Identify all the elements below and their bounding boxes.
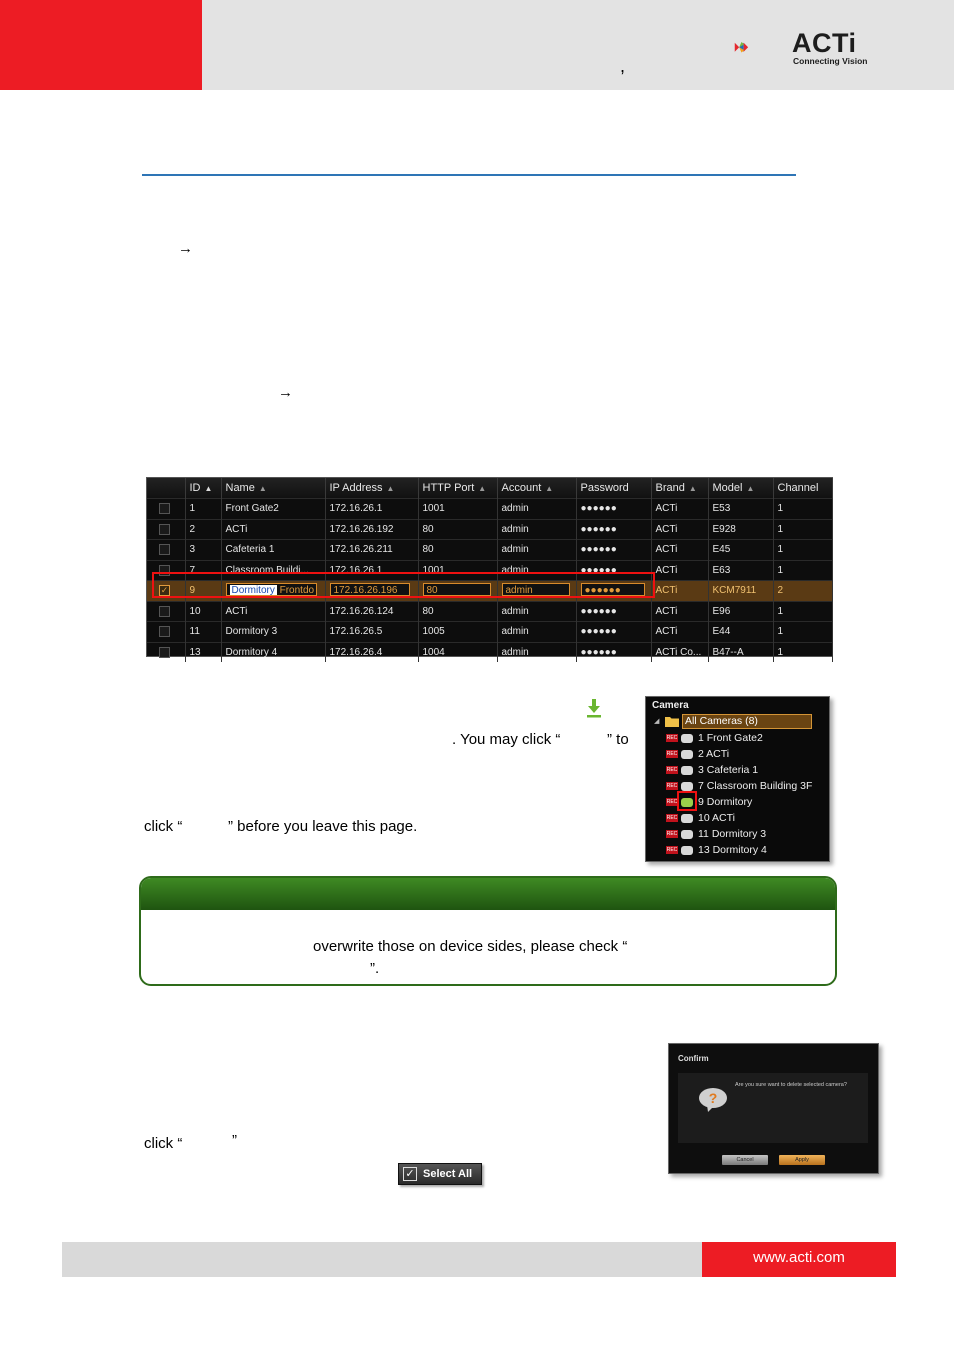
table-row[interactable]: 10 ACTi 172.16.26.124 80 admin ●●●●●● ACTi E96 1 xyxy=(147,601,832,622)
tree-item-camera[interactable]: REC 10 ACTi xyxy=(666,812,735,824)
header-red-block xyxy=(0,0,202,90)
port-edit-field[interactable]: 80 xyxy=(423,583,491,596)
row-checkbox[interactable] xyxy=(159,503,170,514)
tree-item-camera[interactable]: REC 9 Dormitory xyxy=(666,796,753,808)
arrow-1: → xyxy=(178,240,193,257)
row-checkbox[interactable] xyxy=(159,626,170,637)
checkbox-icon: ✓ xyxy=(403,1167,417,1181)
col-header-brand[interactable]: Brand ▲ xyxy=(651,478,708,499)
confirm-title: Confirm xyxy=(678,1054,709,1063)
cancel-button[interactable]: Cancel xyxy=(722,1155,768,1165)
table-row[interactable]: 3 Cafeteria 1 172.16.26.211 80 admin ●●●●●● ACTi E45 1 xyxy=(147,540,832,561)
table-row[interactable]: 13 Dormitory 4 172.16.26.4 1004 admin ●●●●●● ACTi Co... B47--A 1 xyxy=(147,642,832,662)
confirm-body xyxy=(678,1073,868,1143)
rec-icon: REC xyxy=(666,799,678,806)
camera-icon xyxy=(681,750,693,759)
body-text-line2b: ” before you leave this page. xyxy=(228,818,418,835)
confirm-message: Are you sure want to delete selected camera? xyxy=(735,1082,847,1088)
svg-text:?: ? xyxy=(708,1090,718,1106)
password-edit-field[interactable]: ●●●●●● xyxy=(581,583,645,596)
footer-url[interactable]: www.acti.com xyxy=(753,1249,845,1266)
apply-button[interactable]: Apply xyxy=(779,1155,825,1165)
rec-icon: REC xyxy=(666,831,678,838)
camera-icon xyxy=(681,846,693,855)
account-edit-field[interactable]: admin xyxy=(502,583,570,596)
col-header-model[interactable]: Model ▲ xyxy=(708,478,773,499)
col-header-name[interactable]: Name ▲ xyxy=(221,478,325,499)
camera-table xyxy=(146,477,833,657)
expand-caret-icon[interactable]: ◢ xyxy=(654,718,660,725)
col-header-id[interactable]: ID ▲ xyxy=(185,478,221,499)
rec-icon: REC xyxy=(666,815,678,822)
camera-tree-root[interactable]: All Cameras (8) xyxy=(682,714,812,729)
row-checkbox[interactable] xyxy=(159,606,170,617)
camera-icon xyxy=(681,814,693,823)
table-header-row xyxy=(147,478,832,499)
row-checkbox[interactable] xyxy=(159,524,170,535)
body-text-line3b: ” xyxy=(232,1132,237,1149)
col-header-ip[interactable]: IP Address ▲ xyxy=(325,478,418,499)
tree-item-camera[interactable]: REC 13 Dormitory 4 xyxy=(666,844,767,856)
note-text-line1: overwrite those on device sides, please check “ xyxy=(313,938,628,955)
table-row-selected[interactable]: ✓ 9 Dormitory Frontdo 172.16.26.196 80 admin ●●●●●● ACTi KCM7911 2 xyxy=(147,581,832,602)
body-text-line2: click “ xyxy=(144,818,183,835)
tree-item-camera[interactable]: REC 11 Dormitory 3 xyxy=(666,828,767,840)
col-header-password[interactable]: Password xyxy=(576,478,651,499)
ip-edit-field[interactable]: 172.16.26.196 xyxy=(330,583,411,596)
tree-item-camera[interactable]: REC 2 ACTi xyxy=(666,748,730,760)
tree-item-camera[interactable]: REC 1 Front Gate2 xyxy=(666,732,763,744)
select-all-label: Select All xyxy=(423,1168,473,1180)
camera-icon xyxy=(681,766,693,775)
camera-tree-panel xyxy=(645,696,830,862)
logo-wordmark: ACTi xyxy=(792,28,857,58)
folder-icon xyxy=(665,716,679,727)
download-icon xyxy=(586,698,602,718)
logo-tagline: Connecting Vision xyxy=(793,56,868,66)
rec-icon: REC xyxy=(666,751,678,758)
rec-icon: REC xyxy=(666,735,678,742)
note-box xyxy=(139,876,837,986)
confirm-dialog xyxy=(668,1043,879,1174)
camera-icon xyxy=(681,782,693,791)
body-text-line1: . You may click “ xyxy=(452,731,561,748)
footer-bar xyxy=(62,1242,702,1277)
section-rule xyxy=(142,174,796,176)
selected-row-highlight xyxy=(152,572,655,598)
row-checkbox-checked[interactable]: ✓ xyxy=(160,585,169,596)
tree-item-camera[interactable]: REC 3 Cafeteria 1 xyxy=(666,764,759,776)
rec-icon: REC xyxy=(666,783,678,790)
camera-tree-title: Camera xyxy=(652,700,689,711)
col-header-port[interactable]: HTTP Port ▲ xyxy=(418,478,497,499)
col-header-account[interactable]: Account ▲ xyxy=(497,478,576,499)
tree-item-highlight xyxy=(677,791,697,811)
table-row[interactable]: 11 Dormitory 3 172.16.26.5 1005 admin ●●●●●● ACTi E44 1 xyxy=(147,622,832,643)
table-row[interactable]: 7 Classroom Buildi... 172.16.26.1 1001 admin ●●●●●● ACTi E63 1 xyxy=(147,560,832,581)
row-checkbox[interactable] xyxy=(159,544,170,555)
rec-icon: REC xyxy=(666,847,678,854)
body-text-line1b: ” to xyxy=(607,731,629,748)
name-edit-field[interactable]: Dormitory Frontdo xyxy=(226,583,317,596)
body-text-line3: click “ xyxy=(144,1135,183,1152)
col-header-check xyxy=(147,478,185,499)
tree-item-camera[interactable]: REC 7 Classroom Building 3F xyxy=(666,780,813,792)
arrow-2: → xyxy=(278,384,293,401)
header-comma: , xyxy=(620,56,626,76)
question-icon xyxy=(698,1087,728,1113)
note-text-line2: ”. xyxy=(370,960,380,977)
table-row[interactable]: 2 ACTi 172.16.26.192 80 admin ●●●●●● ACTi E928 1 xyxy=(147,519,832,540)
rec-icon: REC xyxy=(666,767,678,774)
col-header-channel[interactable]: Channel xyxy=(773,478,832,499)
select-all-button[interactable] xyxy=(398,1163,482,1185)
note-header xyxy=(141,878,835,910)
acti-logo-icon xyxy=(734,28,786,68)
table-row[interactable]: 1 Front Gate2 172.16.26.1 1001 admin ●●●●●● ACTi E53 1 xyxy=(147,499,832,520)
camera-icon xyxy=(681,830,693,839)
camera-icon xyxy=(681,734,693,743)
row-checkbox[interactable] xyxy=(159,647,170,658)
